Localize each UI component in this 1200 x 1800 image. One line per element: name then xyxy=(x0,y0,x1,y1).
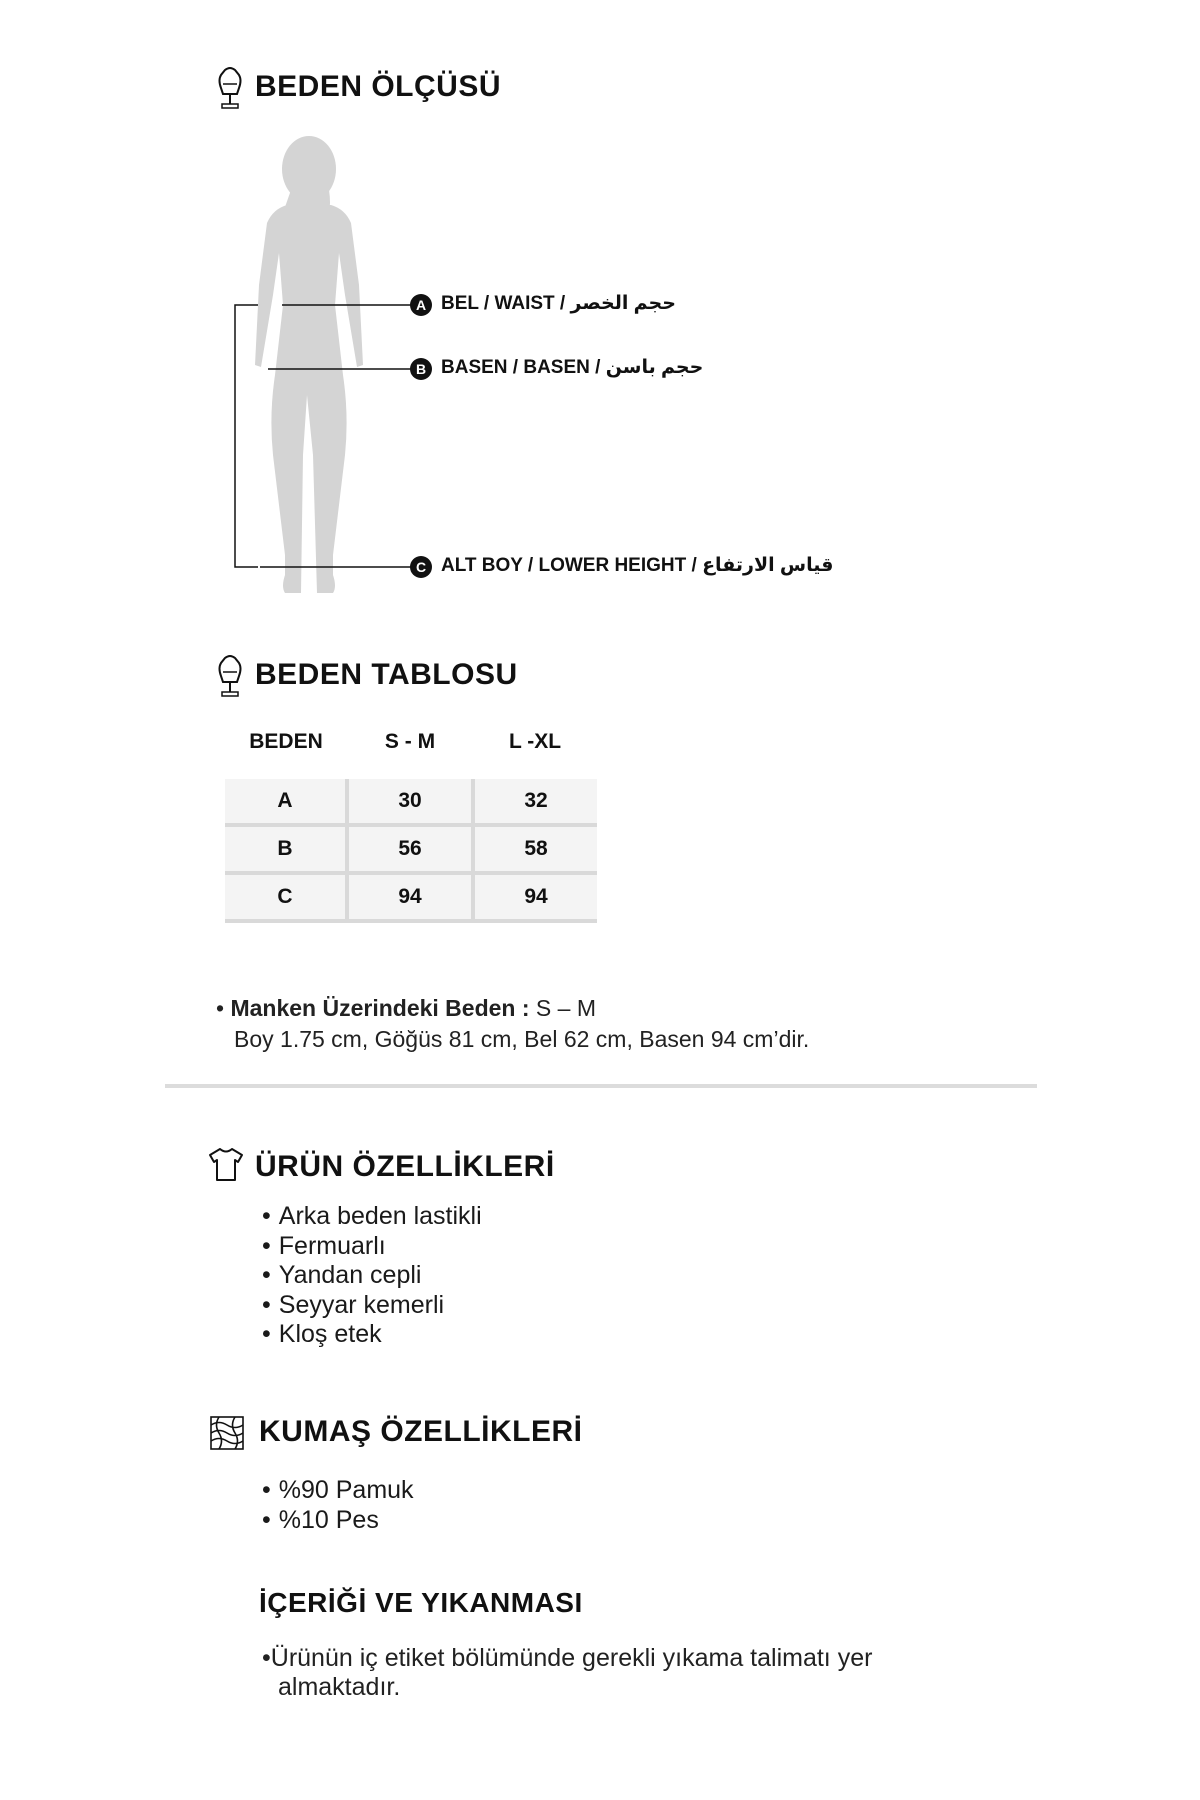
table-header-row xyxy=(225,715,597,769)
table-cell: 94 xyxy=(347,873,473,921)
table-cell: 94 xyxy=(473,873,597,921)
callout-label-waist: BEL / WAIST / حجم الخصر xyxy=(441,293,676,314)
care-title: İÇERİĞİ VE YIKANMASI xyxy=(259,1587,583,1618)
list-item: • Yandan cepli xyxy=(262,1261,482,1291)
size-guide-title: BEDEN ÖLÇÜSÜ xyxy=(255,70,502,103)
table-cell: B xyxy=(225,825,347,873)
care-text-1: Ürünün iç etiket bölümünde gerekli yıkama talimatı yer xyxy=(270,1644,873,1672)
callout-label-lower-height: ALT BOY / LOWER HEIGHT / قياس الارتفاع xyxy=(441,555,834,576)
model-size-value: S – M xyxy=(529,995,596,1021)
callout-label-hip: BASEN / BASEN / حجم باسن xyxy=(441,357,704,378)
list-item: • Kloş etek xyxy=(262,1320,482,1350)
table-header: L -XL xyxy=(508,730,562,753)
table-cell: A xyxy=(225,779,347,825)
table-row xyxy=(225,779,597,825)
list-item: • Arka beden lastikli xyxy=(262,1202,482,1232)
fabric-pattern-icon xyxy=(208,1414,246,1457)
fabric-features-list xyxy=(262,1476,414,1535)
size-table-title: BEDEN TABLOSU xyxy=(255,658,518,691)
table-cell: 56 xyxy=(347,825,473,873)
size-table xyxy=(225,715,597,923)
product-features-title: ÜRÜN ÖZELLİKLERİ xyxy=(255,1150,555,1183)
table-row xyxy=(225,825,597,873)
callout-badge-c: C xyxy=(410,556,432,578)
list-item: • %90 Pamuk xyxy=(262,1476,414,1506)
section-divider xyxy=(165,1084,1037,1088)
model-info xyxy=(216,995,596,1022)
mannequin-icon xyxy=(216,654,244,705)
care-line-2: almaktadır. xyxy=(278,1673,401,1701)
list-item: • Fermuarlı xyxy=(262,1232,482,1262)
table-cell: 32 xyxy=(473,779,597,825)
care-line-1 xyxy=(262,1644,872,1673)
table-cell: C xyxy=(225,873,347,921)
bullet-icon: • xyxy=(262,1644,271,1672)
callout-badge-a: A xyxy=(410,294,432,316)
table-cell: 58 xyxy=(473,825,597,873)
bullet-icon: • xyxy=(216,995,231,1021)
table-header: BEDEN xyxy=(249,730,323,753)
tshirt-icon xyxy=(208,1146,244,1187)
fabric-features-title: KUMAŞ ÖZELLİKLERİ xyxy=(259,1415,583,1448)
list-item: • Seyyar kemerli xyxy=(262,1291,482,1321)
list-item: • %10 Pes xyxy=(262,1506,414,1536)
table-cell: 30 xyxy=(347,779,473,825)
product-features-list xyxy=(262,1202,482,1350)
callout-badge-b: B xyxy=(410,358,432,380)
mannequin-icon xyxy=(216,66,244,117)
model-size-label: Manken Üzerindeki Beden : xyxy=(230,995,530,1021)
table-header: S - M xyxy=(384,730,436,753)
measurement-lines xyxy=(230,295,470,595)
model-measurements: Boy 1.75 cm, Göğüs 81 cm, Bel 62 cm, Basen 94 cm’dir. xyxy=(234,1026,810,1052)
table-row xyxy=(225,873,597,921)
